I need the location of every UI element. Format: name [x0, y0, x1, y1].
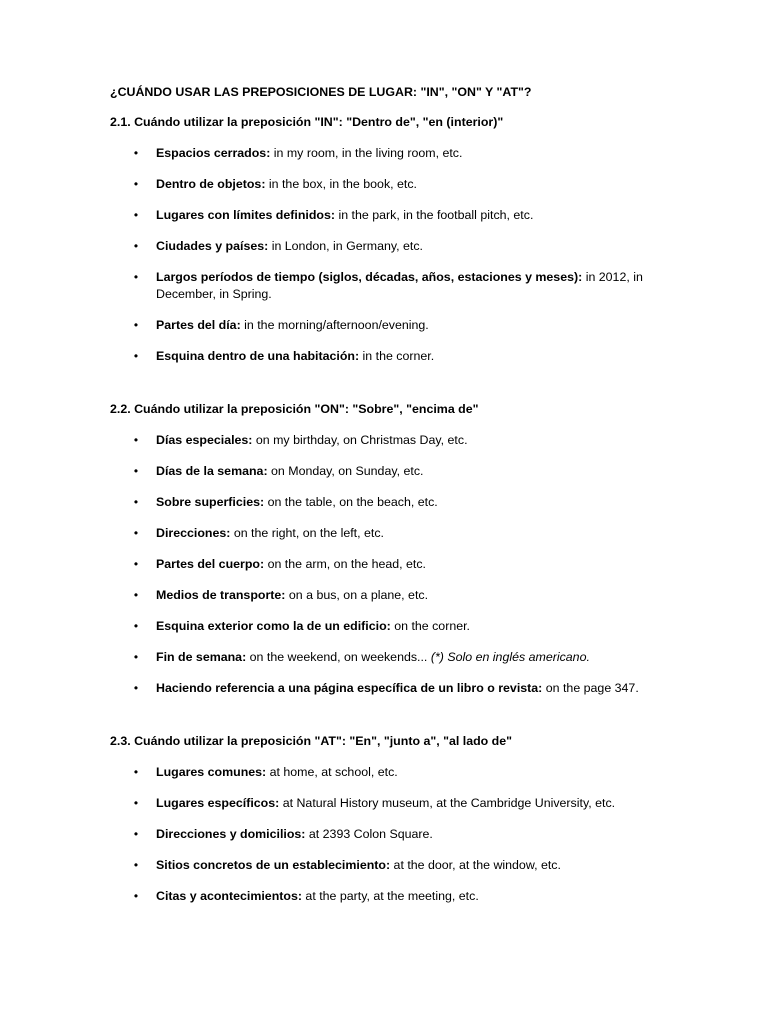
list-item	[110, 795, 670, 812]
bullet-icon: •	[133, 349, 139, 363]
bullet-icon: •	[133, 796, 139, 810]
list-item	[110, 826, 670, 843]
section-3	[110, 733, 670, 905]
bullet-icon: •	[133, 588, 139, 602]
list-item	[110, 649, 670, 666]
list-item	[110, 764, 670, 781]
item-label: Ciudades y países:	[156, 239, 269, 253]
item-text: in the box, in the book, etc.	[265, 177, 417, 191]
item-label: Días especiales:	[156, 433, 253, 447]
bullet-icon: •	[133, 650, 139, 664]
item-text: in my room, in the living room, etc.	[270, 146, 463, 160]
bullet-icon: •	[133, 619, 139, 633]
section-heading: 2.3. Cuándo utilizar la preposición "AT": "En", "junto a", "al lado de"	[110, 734, 513, 748]
item-text: at 2393 Colon Square.	[305, 827, 433, 841]
bullet-icon: •	[133, 146, 139, 160]
item-text: at the party, at the meeting, etc.	[301, 889, 479, 903]
bullet-icon: •	[133, 239, 139, 253]
item-text: in the park, in the football pitch, etc.	[335, 208, 534, 222]
item-label: Partes del cuerpo:	[156, 557, 265, 571]
sections-container	[110, 114, 670, 905]
list-item	[110, 618, 670, 635]
section-2	[110, 401, 670, 697]
item-label: Esquina dentro de una habitación:	[156, 349, 360, 363]
list-item	[110, 348, 670, 365]
list-item	[110, 432, 670, 449]
bullet-icon: •	[133, 526, 139, 540]
item-text: on the corner.	[390, 619, 470, 633]
bullet-icon: •	[133, 464, 139, 478]
item-label: Días de la semana:	[156, 464, 268, 478]
bullet-icon: •	[133, 270, 139, 284]
item-label: Espacios cerrados:	[156, 146, 271, 160]
list-item	[110, 525, 670, 542]
item-text: at Natural History museum, at the Cambridge University, etc.	[279, 796, 616, 810]
item-label: Sitios concretos de un establecimiento:	[156, 858, 391, 872]
bullet-icon: •	[133, 433, 139, 447]
section-heading: 2.2. Cuándo utilizar la preposición "ON": "Sobre", "encima de"	[110, 402, 479, 416]
section-heading: 2.1. Cuándo utilizar la preposición "IN": "Dentro de", "en (interior)"	[110, 115, 504, 129]
item-note: (*) Solo en inglés americano.	[430, 650, 590, 664]
item-label: Lugares comunes:	[156, 765, 267, 779]
item-text: on the right, on the left, etc.	[230, 526, 384, 540]
item-text: on Monday, on Sunday, etc.	[267, 464, 424, 478]
bullet-icon: •	[133, 858, 139, 872]
bullet-list	[110, 764, 670, 905]
item-text: on the page 347.	[542, 681, 639, 695]
item-text: in London, in Germany, etc.	[268, 239, 423, 253]
list-item	[110, 888, 670, 905]
item-text: at the door, at the window, etc.	[390, 858, 561, 872]
item-label: Lugares con límites definidos:	[156, 208, 336, 222]
item-text: in 2012, in December, in Spring.	[156, 270, 643, 301]
list-item	[110, 680, 670, 697]
item-label: Fin de semana:	[156, 650, 247, 664]
item-label: Haciendo referencia a una página específica de un libro o revista:	[156, 681, 543, 695]
item-label: Citas y acontecimientos:	[156, 889, 302, 903]
document-title: ¿CUÁNDO USAR LAS PREPOSICIONES DE LUGAR: "IN", "ON" Y "AT"?	[110, 85, 532, 99]
list-item	[110, 145, 670, 162]
bullet-icon: •	[133, 318, 139, 332]
bullet-icon: •	[133, 889, 139, 903]
bullet-list	[110, 145, 670, 365]
item-text: on the weekend, on weekends...	[246, 650, 431, 664]
item-text: on a bus, on a plane, etc.	[285, 588, 429, 602]
item-label: Esquina exterior como la de un edificio:	[156, 619, 391, 633]
item-label: Direcciones:	[156, 526, 231, 540]
list-item	[110, 238, 670, 255]
list-item	[110, 207, 670, 224]
list-item	[110, 463, 670, 480]
list-item	[110, 494, 670, 511]
bullet-icon: •	[133, 557, 139, 571]
item-label: Sobre superficies:	[156, 495, 265, 509]
item-label: Lugares específicos:	[156, 796, 280, 810]
bullet-list	[110, 432, 670, 697]
item-label: Partes del día:	[156, 318, 241, 332]
list-item	[110, 176, 670, 193]
item-label: Direcciones y domicilios:	[156, 827, 306, 841]
list-item	[110, 269, 670, 303]
list-item	[110, 317, 670, 334]
item-label: Largos períodos de tiempo (siglos, décadas, años, estaciones y meses):	[156, 270, 583, 284]
list-item	[110, 556, 670, 573]
document-body	[110, 84, 670, 905]
list-item	[110, 587, 670, 604]
item-text: at home, at school, etc.	[266, 765, 398, 779]
section-1	[110, 114, 670, 365]
bullet-icon: •	[133, 495, 139, 509]
item-text: on the table, on the beach, etc.	[264, 495, 438, 509]
item-text: in the corner.	[359, 349, 435, 363]
item-label: Medios de transporte:	[156, 588, 286, 602]
item-label: Dentro de objetos:	[156, 177, 266, 191]
item-text: on the arm, on the head, etc.	[264, 557, 426, 571]
item-text: in the morning/afternoon/evening.	[240, 318, 429, 332]
bullet-icon: •	[133, 208, 139, 222]
list-item	[110, 857, 670, 874]
bullet-icon: •	[133, 177, 139, 191]
bullet-icon: •	[133, 681, 139, 695]
item-text: on my birthday, on Christmas Day, etc.	[252, 433, 468, 447]
bullet-icon: •	[133, 765, 139, 779]
bullet-icon: •	[133, 827, 139, 841]
